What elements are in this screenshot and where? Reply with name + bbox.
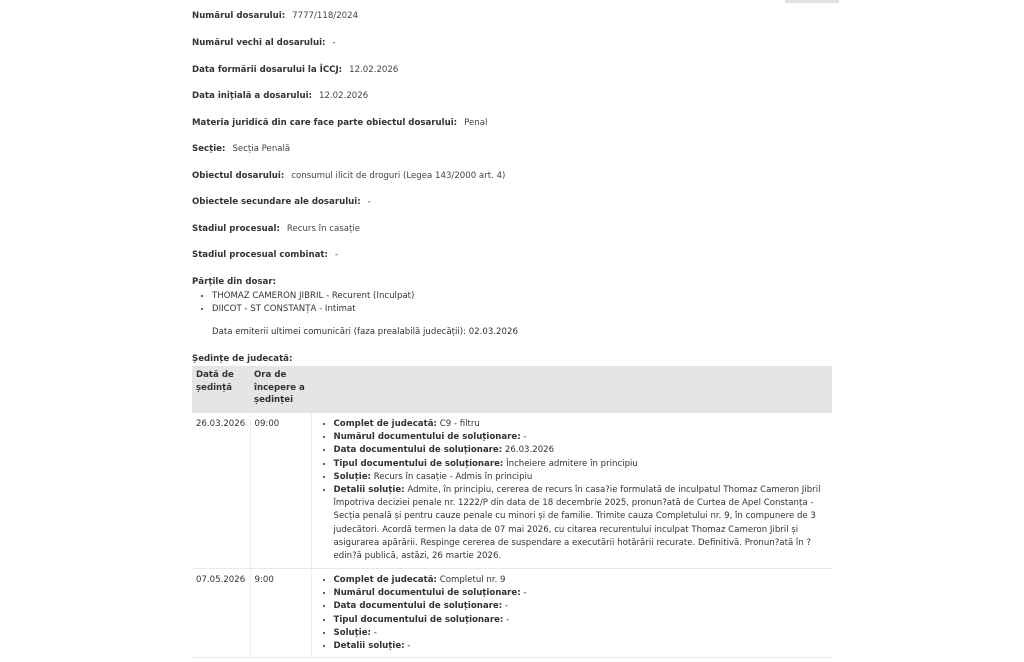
detail-key: Detalii soluție: bbox=[333, 485, 405, 496]
detail-item bbox=[334, 614, 829, 627]
detail-value: - bbox=[506, 614, 510, 625]
detail-value: C9 - filtru bbox=[439, 419, 480, 429]
field-label: Obiectele secundare ale dosarului: bbox=[192, 197, 361, 207]
field-formation-date bbox=[192, 65, 398, 75]
party-item: • THOMAZ CAMERON JIBRIL - Recurent (Inculpat) bbox=[212, 290, 414, 303]
parties-list bbox=[192, 290, 414, 316]
field-value: 12.02.2026 bbox=[349, 65, 399, 75]
field-label: Obiectul dosarului: bbox=[192, 171, 285, 181]
detail-key: Soluție: bbox=[333, 627, 371, 638]
session-time: 9:00 bbox=[250, 569, 311, 658]
detail-value: - bbox=[523, 432, 527, 443]
detail-key: Tipul documentului de soluționare: bbox=[333, 458, 504, 469]
table-header-row bbox=[192, 366, 832, 413]
field-value: 7777/118/2024 bbox=[292, 11, 359, 21]
detail-item bbox=[334, 587, 829, 600]
table-row bbox=[192, 569, 832, 658]
session-details bbox=[311, 569, 832, 658]
field-label: Stadiul procesual: bbox=[192, 224, 280, 234]
detail-key: Soluție: bbox=[333, 471, 371, 482]
session-date: 26.03.2026 bbox=[192, 413, 250, 569]
detail-value: Completul nr. 9 bbox=[439, 575, 506, 585]
detail-value: - bbox=[523, 588, 527, 599]
table-row bbox=[192, 413, 832, 569]
field-label: Numărul dosarului: bbox=[192, 11, 286, 21]
session-time: 09:00 bbox=[250, 413, 311, 569]
field-value: - bbox=[367, 197, 371, 207]
top-corner-tab bbox=[785, 0, 839, 3]
field-old-case-number bbox=[192, 38, 336, 48]
field-value: Penal bbox=[464, 118, 488, 128]
session-date: 07.05.2026 bbox=[192, 569, 250, 658]
detail-item bbox=[334, 444, 829, 457]
field-value: Secția Penală bbox=[232, 144, 291, 154]
field-label: Numărul vechi al dosarului: bbox=[192, 38, 326, 48]
field-combined-stage bbox=[192, 250, 338, 260]
detail-item bbox=[334, 640, 829, 653]
detail-item bbox=[334, 418, 829, 431]
detail-key: Numărul documentului de soluționare: bbox=[333, 588, 521, 599]
detail-key: Numărul documentului de soluționare: bbox=[333, 432, 521, 443]
detail-key: Complet de judecată: bbox=[333, 575, 437, 585]
detail-key: Detalii soluție: bbox=[333, 641, 405, 652]
field-label: Secție: bbox=[192, 144, 226, 154]
session-details bbox=[311, 413, 832, 569]
field-label: Data formării dosarului la ÎCCJ: bbox=[192, 65, 343, 75]
detail-value: - bbox=[504, 601, 509, 612]
sessions-table bbox=[192, 366, 832, 658]
sessions-title: Ședințe de judecată: bbox=[192, 354, 293, 364]
header-start-time: Ora de începere a ședinței bbox=[250, 366, 311, 413]
detail-value: - bbox=[373, 627, 377, 638]
field-section bbox=[192, 144, 290, 154]
header-session-date: Dată de ședință bbox=[192, 366, 250, 413]
detail-key: Complet de judecată: bbox=[333, 419, 437, 429]
detail-item bbox=[334, 471, 829, 484]
detail-value: Admite, în principiu, cererea de recurs în casa?ie formulată de inculpatul Thomaz Cameron Jibril împotriva deciziei penale nr. 1222/P din data de 18 decembrie 2025, pronun?ată de Curtea de Apel Constanța - Secția penală și pentru cauze penale cu minori și de familie. Trimite cauza Completului nr. 9, în compunere de 3 judecători. Acordă termen la data de 07 mai 2026, cu citarea recurentului inculpat Thomaz Cameron Jibril și asigurarea apărării. Respinge cererea de suspendare a executării hotărârii recurate. Definitivă. Pronun?ată în ?edin?ă publică, astăzi, 26 martie 2026. bbox=[333, 485, 821, 562]
party-item: • DIICOT - ST CONSTANȚA - Intimat bbox=[212, 303, 414, 316]
field-label: Stadiul procesual combinat: bbox=[192, 250, 328, 260]
field-case-number bbox=[192, 11, 358, 21]
field-value: - bbox=[332, 38, 336, 48]
detail-key: Tipul documentului de soluționare: bbox=[333, 614, 504, 625]
field-legal-matter bbox=[192, 118, 487, 128]
detail-key: Data documentului de soluționare: bbox=[333, 601, 503, 612]
detail-item bbox=[334, 484, 829, 563]
detail-value: - bbox=[407, 641, 411, 652]
detail-value: 26.03.2026 bbox=[504, 445, 555, 456]
field-value: - bbox=[334, 250, 339, 260]
field-value: Recurs în casație bbox=[286, 224, 361, 234]
field-label: Data inițială a dosarului: bbox=[192, 91, 312, 101]
detail-key: Data documentului de soluționare: bbox=[333, 445, 503, 456]
detail-item bbox=[334, 574, 829, 587]
field-procedural-stage bbox=[192, 224, 360, 234]
detail-item bbox=[334, 431, 829, 444]
field-secondary-objects bbox=[192, 197, 371, 207]
detail-value: Încheiere admitere în principiu bbox=[506, 458, 638, 469]
detail-value: Recurs în casație - Admis în principiu bbox=[373, 471, 533, 482]
detail-item bbox=[334, 600, 829, 613]
parties-title: Părțile din dosar: bbox=[192, 277, 277, 287]
detail-item bbox=[334, 627, 829, 640]
last-communication: Data emiterii ultimei comunicări (faza prealabilă judecății): 02.03.2026 bbox=[212, 327, 518, 337]
field-value: 12.02.2026 bbox=[319, 91, 369, 101]
header-details bbox=[311, 366, 832, 413]
field-case-object bbox=[192, 171, 505, 181]
detail-item bbox=[334, 458, 829, 471]
field-value: consumul ilicit de droguri (Legea 143/2000 art. 4) bbox=[291, 171, 506, 181]
field-label: Materia juridică din care face parte obiectul dosarului: bbox=[192, 118, 458, 128]
field-initial-date bbox=[192, 91, 368, 101]
